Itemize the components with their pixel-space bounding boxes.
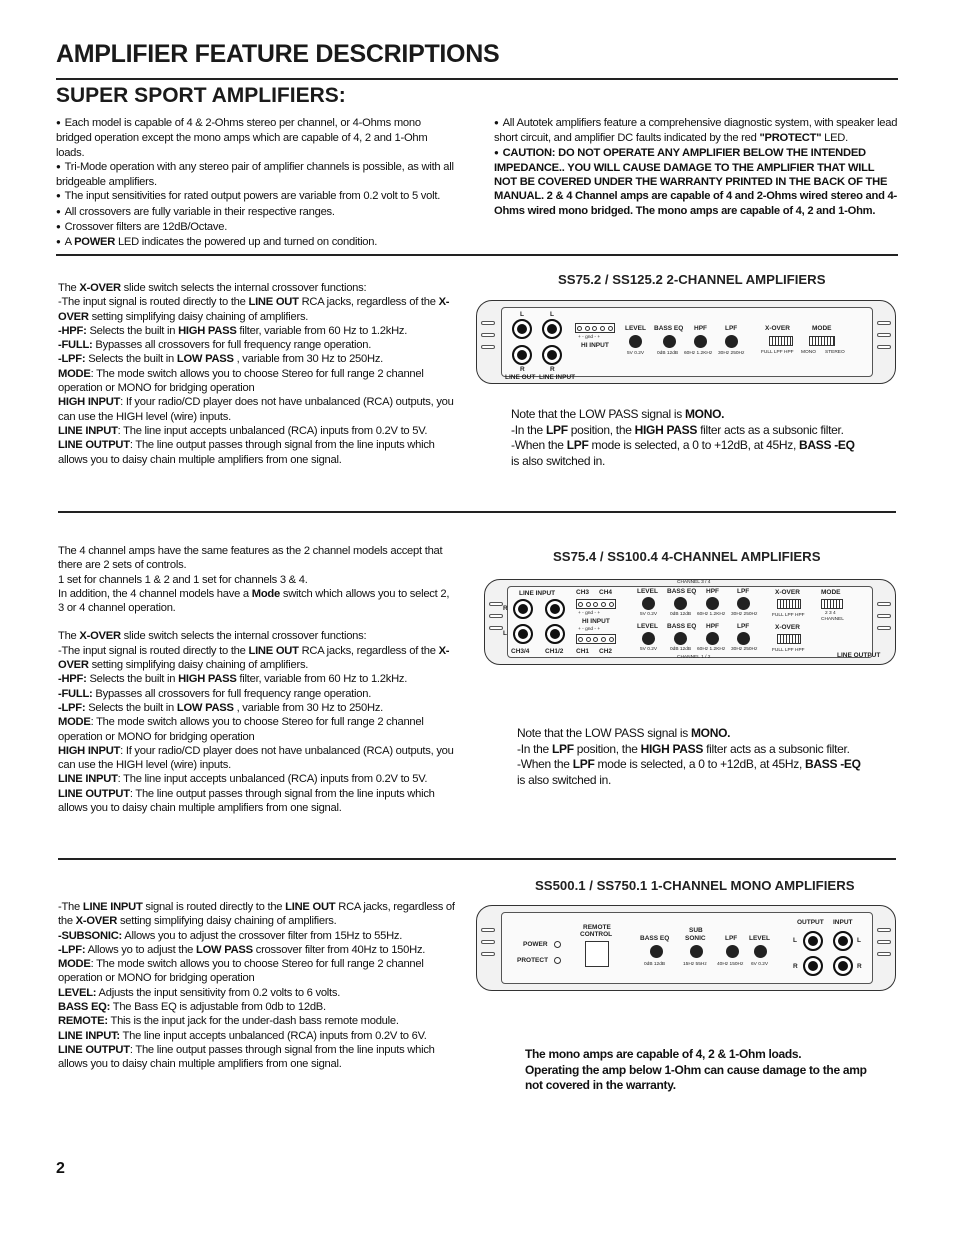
hpf-knob [694,335,707,348]
vent-slot [481,928,495,932]
section2-note: Note that the LOW PASS signal is MONO. -In the LPF position, the HIGH PASS filter acts as a subsonic filter. -When the LPF mode is selected, a 0 to +12dB, at 45Hz, BASS -EQ is also switched in. [517,726,861,787]
level-range: 5V 0.2V [640,647,658,652]
vent-slot [877,626,891,630]
intro-item: ● A POWER LED indicates the powered up and turned on condition. [56,235,456,250]
level-knob [629,335,642,348]
label-ch34: CH3/4 [511,648,530,655]
vent-slot [481,345,495,349]
terminal-label: + - gnd - + [578,335,601,340]
label-ch12: CH1/2 [545,648,564,655]
section-rule [58,511,896,513]
level-range: 6V 0.2V [751,962,769,967]
vent-slot [489,602,503,606]
label-r: R [520,366,525,373]
protect-led [554,957,561,964]
title-rule [56,78,898,80]
rca-jack [803,956,823,976]
label-channel12: CHANNEL 1 / 2 [677,655,711,660]
lpf-knob [737,597,750,610]
mode-switch [809,336,835,346]
label-ch4: CH4 [599,589,613,596]
label-level: LEVEL [749,935,770,942]
vent-slot [489,614,503,618]
terminal-label: + - gnd - + [578,611,601,616]
mode-positions: 2 3 4 [825,611,836,616]
level-range: 5V 0.2V [640,612,658,617]
vent-slot [877,345,891,349]
vent-slot [877,928,891,932]
amp-4ch-panel [484,579,896,665]
amp-mono-panel [476,905,896,991]
vent-slot [481,321,495,325]
rca-jack [513,624,533,644]
label-level: LEVEL [637,588,658,595]
bass-eq-range: 0dB 12dB [670,647,692,652]
label-sub: SUB [689,927,703,934]
intro-item: ● Tri-Mode operation with any stereo pair of amplifier channels is possible, as with all bridgeable amplifiers. [56,160,456,190]
label-level: LEVEL [637,623,658,630]
label-line-input: LINE INPUT [519,590,556,597]
label-channel34: CHANNEL 3 / 4 [677,580,711,585]
remote-control-jack [585,941,609,967]
hpf-knob [706,632,719,645]
hi-input-terminal [576,634,616,644]
label-lpf: LPF [725,325,738,332]
rca-jack [542,319,562,339]
xover-switch [777,634,801,644]
label-ch1: CH1 [576,648,590,655]
caution-note: ● CAUTION: DO NOT OPERATE ANY AMPLIFIER BELOW THE INTENDED IMPEDANCE.. YOU WILL CAUSE DAMAGE TO THE AMPLIFIER THAT WILL NOT BE COVERED UNDER THE WARRANTY PRINTED IN THE BACK OF THE MANUAL. 2 & 4 Channel amps are capable of 4 and 2-Ohms wired stereo and 4-Ohms wired mono bridged. The mono amps are capable of 4, 2 and 1-Ohm. [494,146,898,218]
hpf-range: 60Hz 1.2KHz [684,351,713,356]
label-hi-input: HI INPUT [582,618,610,625]
hpf-range: 60Hz 1.2KHz [697,647,726,652]
level-knob [642,632,655,645]
label-bass-eq: BASS EQ [667,588,697,595]
section3-description: -The LINE INPUT signal is routed directly to the LINE OUT RCA jacks, regardless of the X-OVER setting simplifying daisy chaining of amplifiers. -SUBSONIC: Allows you to adjust the crossover filter from 15Hz to 55Hz. -LPF: Allows yo to adjust the LOW PASS crossover filter from 40Hz to 150Hz. MODE: The mode switch allows you to choose Stereo for full range 2 channel operation or MONO for bridging operation LEVEL: Adjusts the input sensitivity from 0.2 volts to 6 volts. BASS EQ: The Bass EQ is adjustable from 0db to 12dB. REMOTE: This is the input jack for the under-dash bass remote module. LINE INPUT: The line input accepts unbalanced (RCA) inputs from 0.2V to 6V. LINE OUTPUT: The line output passes through signal from the line inputs which allows you to daisy chain multiple amplifiers from one signal. [58,901,455,1071]
lpf-range: 30Hz 250Hz [731,647,758,652]
rca-jack [512,319,532,339]
label-xover: X-OVER [775,624,800,631]
bass-eq-knob [663,335,676,348]
page-title: AMPLIFIER FEATURE DESCRIPTIONS [56,40,500,68]
vent-slot [489,626,503,630]
lpf-knob [726,945,739,958]
intro-item: ● Crossover filters are 12dB/Octave. [56,220,456,235]
section1-title: SS75.2 / SS125.2 2-CHANNEL AMPLIFIERS [558,272,826,287]
label-hi-input: HI INPUT [581,342,609,349]
label-r: R [550,366,555,373]
rca-jack [545,624,565,644]
subsonic-knob [690,945,703,958]
label-xover: X-OVER [765,325,790,332]
section2-title: SS75.4 / SS100.4 4-CHANNEL AMPLIFIERS [553,549,821,564]
level-knob [642,597,655,610]
power-led [554,941,561,948]
rca-jack [512,345,532,365]
xover-switch [769,336,793,346]
vent-slot [877,333,891,337]
label-remote: REMOTE [583,924,611,931]
label-l: L [793,937,797,944]
label-l: L [857,937,861,944]
level-knob [754,945,767,958]
lpf-knob [725,335,738,348]
section1-note: Note that the LOW PASS signal is MONO. -In the LPF position, the HIGH PASS filter acts as a subsonic filter. -When the LPF mode is selected, a 0 to +12dB, at 45Hz, BASS -EQ is also switched in. [511,407,855,468]
intro-item: ● The input sensitivities for rated output powers are variable from 0.2 volt to 5 volt. [56,189,456,204]
diagnostic-note: ● All Autotek amplifiers feature a comprehensive diagnostic system, with speaker lead short circuit, and amplifier DC faults indicated by the red "PROTECT" LED. [494,116,898,146]
mode-stereo: STEREO [825,350,845,355]
vent-slot [877,940,891,944]
mode-switch [821,599,843,609]
label-sonic: SONIC [685,935,706,942]
vent-slot [877,952,891,956]
rca-jack [542,345,562,365]
label-line-input: LINE INPUT [539,374,576,381]
section-rule [58,858,896,860]
label-hpf: HPF [694,325,707,332]
hi-input-terminal [575,323,615,333]
label-l: L [503,630,507,637]
vent-slot [481,333,495,337]
amp-2ch-panel [476,300,896,384]
intro-right [494,116,898,218]
label-line-out: LINE OUT [505,374,536,381]
subsonic-range: 15Hz 55Hz [683,962,707,967]
label-lpf: LPF [737,588,750,595]
lpf-range: 30Hz 250Hz [718,351,745,356]
bass-eq-knob [674,632,687,645]
lpf-knob [737,632,750,645]
label-control: CONTROL [580,931,613,938]
xover-switch [777,599,801,609]
section3-title: SS500.1 / SS750.1 1-CHANNEL MONO AMPLIFIERS [535,878,855,893]
label-ch2: CH2 [599,648,613,655]
bass-eq-range: 0dB 12dB [670,612,692,617]
section-rule [56,254,898,256]
hi-input-terminal [576,599,616,609]
rca-jack [513,599,533,619]
label-line-output: LINE OUTPUT [837,652,881,659]
label-bass-eq: BASS EQ [667,623,697,630]
label-xover: X-OVER [775,589,800,596]
label-lpf: LPF [737,623,750,630]
page-subtitle: SUPER SPORT AMPLIFIERS: [56,84,346,107]
label-l: L [520,311,524,318]
label-lpf: LPF [725,935,738,942]
label-power: POWER [523,941,548,948]
rca-jack [833,931,853,951]
hpf-knob [706,597,719,610]
vent-slot [481,940,495,944]
mono-warning: The mono amps are capable of 4, 2 & 1-Ohm loads. Operating the amp below 1-Ohm can cause damage to the amp not covered in the warranty. [525,1047,867,1092]
lpf-range: 40Hz 150Hz [717,962,744,967]
bass-eq-knob [650,945,663,958]
label-hpf: HPF [706,588,719,595]
hpf-range: 60Hz 1.2KHz [697,612,726,617]
section1-description: The X-OVER slide switch selects the internal crossover functions: -The input signal is routed directly to the LINE OUT RCA jacks, regardless of the X-OVER setting simplifying daisy chaining of amplifiers. -HPF: Selects the built in HIGH PASS filter, variable from 60 Hz to 1.2kHz. -FULL: Bypasses all crossovers for full frequency range operation. -LPF: Selects the built in LOW PASS , variable from 30 Hz to 250Hz. MODE: The mode switch allows you to choose Stereo for full range 2 channel operation or MONO for bridging operation HIGH INPUT: If your radio/CD player does not have unbalanced (RCA) outputs, you can use the HIGH level (wire) inputs. LINE INPUT: The line input accepts unbalanced (RCA) inputs from 0.2V to 5V. LINE OUTPUT: The line output passes through signal from the line inputs which allows you to daisy chain multiple amplifiers from one signal. [58,282,454,466]
label-output: OUTPUT [797,919,824,926]
mode-mono: MONO [801,350,816,355]
label-ch3: CH3 [576,589,590,596]
terminal-label: + - gnd - + [578,627,601,632]
bass-eq-range: 0dB 12dB [657,351,679,356]
intro-left [56,116,456,251]
label-r: R [793,963,798,970]
level-range: 5V 0.2V [627,351,645,356]
intro-item: ● All crossovers are fully variable in their respective ranges. [56,205,456,220]
label-mode: MODE [812,325,832,332]
label-mode: MODE [821,589,841,596]
rca-jack [545,599,565,619]
label-level: LEVEL [625,325,646,332]
label-l: L [550,311,554,318]
lpf-range: 30Hz 250Hz [731,612,758,617]
bass-eq-knob [674,597,687,610]
label-r: R [857,963,862,970]
rca-jack [803,931,823,951]
label-hpf: HPF [706,623,719,630]
vent-slot [877,602,891,606]
mode-channel: CHANNEL [821,617,844,622]
bass-eq-range: 0dB 12dB [644,962,666,967]
xover-positions: FULL LPF HPF [772,648,805,653]
vent-slot [877,321,891,325]
rca-jack [833,956,853,976]
label-r: R [503,605,508,612]
label-protect: PROTECT [517,957,549,964]
vent-slot [481,952,495,956]
xover-positions: FULL LPF HPF [772,613,805,618]
label-input: INPUT [833,919,853,926]
intro-item: ● Each model is capable of 4 & 2-Ohms stereo per channel, or 4-Ohms mono bridged operation except the mono amps which are capable of 4, 2 and 1-Ohm loads. [56,116,456,160]
page-number: 2 [56,1160,65,1177]
label-bass-eq: BASS EQ [640,935,670,942]
section2-description: The 4 channel amps have the same features as the 2 channel models accept that there are 2 sets of controls. 1 set for channels 1 & 2 and 1 set for channels 3 & 4. In addition, the 4 channel models have a Mode switch which allows you to select 2, 3 or 4 channel operation. The X-OVER slide switch selects the internal crossover functions: -The input signal is routed directly to the LINE OUT RCA jacks, regardless of the X-OVER setting simplifying daisy chaining of amplifiers. -HPF: Selects the built in HIGH PASS filter, variable from 60 Hz to 1.2kHz. -FULL: Bypasses all crossovers for full frequency range operation. -LPF: Selects the built in LOW PASS , variable from 30 Hz to 250Hz. MODE: The mode switch allows you to choose Stereo for full range 2 channel operation or MONO for bridging operation HIGH INPUT: If your radio/CD player does not have unbalanced (RCA) outputs, you can use the HIGH level (wire) inputs. LINE INPUT: The line input accepts unbalanced (RCA) inputs from 0.2V to 5V. LINE OUTPUT: The line output passes through signal from the line inputs which allows you to daisy chain multiple amplifiers from one signal. [58,545,454,815]
vent-slot [877,614,891,618]
xover-positions: FULL LPF HPF [761,350,794,355]
label-bass-eq: BASS EQ [654,325,684,332]
